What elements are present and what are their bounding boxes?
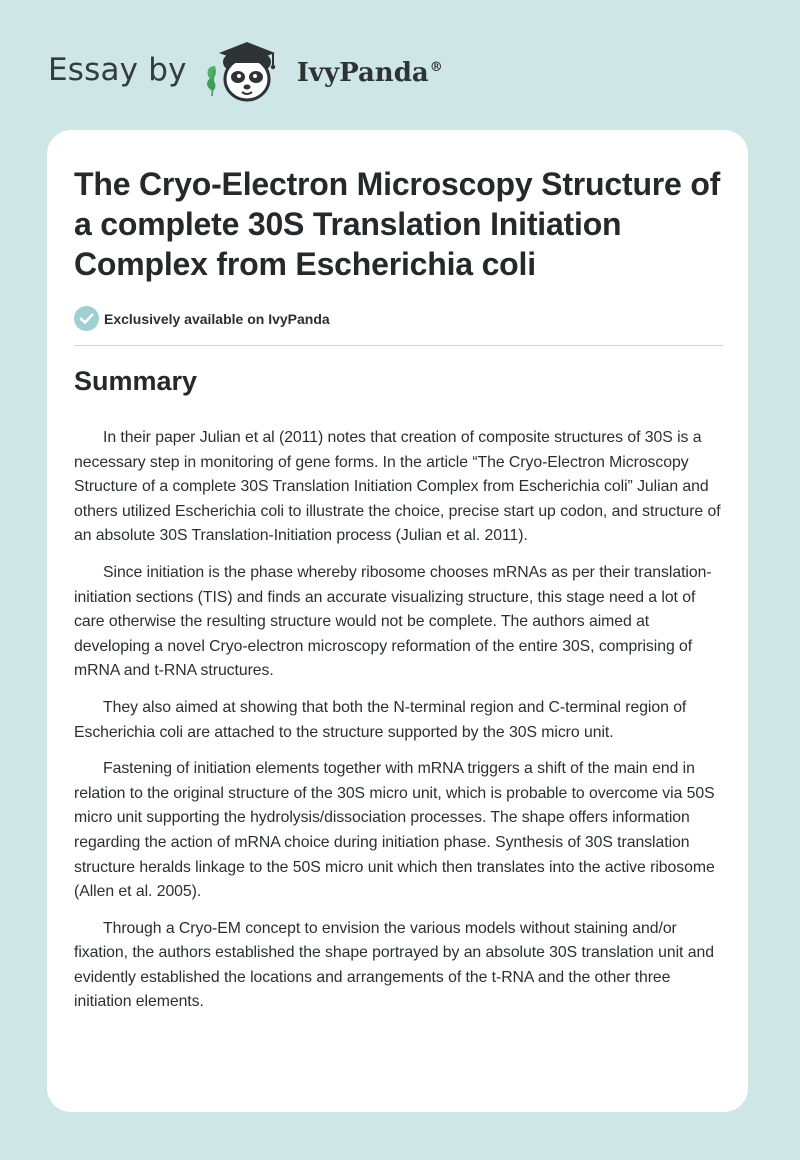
brand-name xyxy=(297,58,443,88)
paragraph: Fastening of initiation elements together with mRNA triggers a shift of the main end in relation to the original structure of the 30S micro unit, which is probable to overcome via 50S micro unit supporting the hydrolysis/dissociation processes. The shape offers information regarding the action of mRNA choice during initiation phase. Synthesis of 30S translation structure heralds linkage to the 50S micro unit which then translates into the active ribosome (Allen et al. 2005). xyxy=(74,760,715,901)
exclusive-label: Exclusively available on IvyPanda xyxy=(104,310,330,327)
brand-prefix: Essay by xyxy=(48,52,187,88)
paragraph: Through a Cryo-EM concept to envision the various models without staining and/or fixation, the authors established the shape portrayed by an absolute 30S translation unit and evidently established the locations and arrangements of the t-RNA and the other three initiation elements. xyxy=(74,919,714,1011)
paragraph: They also aimed at showing that both the N-terminal region and C-terminal region of Escherichia coli are attached to the structure supported by the 30S micro unit. xyxy=(74,698,687,741)
page-title: The Cryo-Electron Microscopy Structure of a complete 30S Translation Initiation Complex from Escherichia coli xyxy=(74,166,721,282)
article-body xyxy=(74,426,726,1027)
paragraph: Since initiation is the phase whereby ribosome chooses mRNAs as per their translation-initiation sections (TIS) and finds an accurate visualizing structure, this stage need a lot of care otherwise the resulting structure would not be complete. The authors aimed at developing a novel Cryo-electron microscopy reformation of the entire 30S, comprising of mRNA and t-RNA structures. xyxy=(74,563,712,680)
exclusive-badge xyxy=(74,306,330,331)
brand-registered-mark: ® xyxy=(429,60,443,76)
section-heading: Summary xyxy=(74,366,198,396)
check-circle-icon xyxy=(74,306,99,331)
brand-header[interactable] xyxy=(48,36,443,106)
brand-name-text: IvyPanda xyxy=(296,58,429,88)
divider xyxy=(74,345,723,346)
essay-card xyxy=(47,130,748,1112)
panda-logo-icon xyxy=(201,36,291,106)
paragraph: In their paper Julian et al (2011) notes that creation of composite structures of 30S is a necessary step in monitoring of gene forms. In the article “The Cryo-Electron Microscopy Structure of a complete 30S Translation Initiation Complex from Escherichia coli” Julian and others utilized Escherichia coli to illustrate the choice, precise start up codon, and structure of an absolute 30S Translation-Initiation process (Julian et al. 2011). xyxy=(74,429,721,545)
